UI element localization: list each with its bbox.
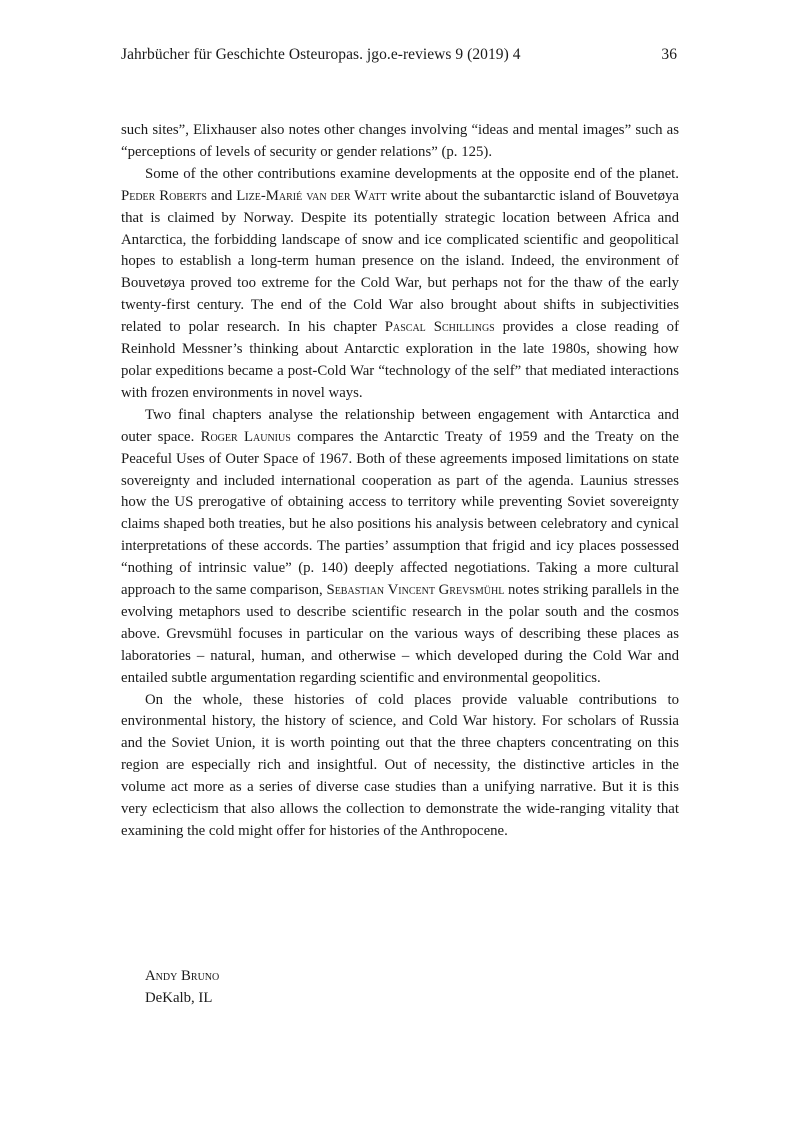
contributor-name: Roger Launius [200, 428, 291, 445]
contributor-name: Peder Roberts [121, 187, 207, 204]
running-header [121, 46, 677, 64]
journal-citation: Jahrbücher für Geschichte Osteuropas. jgo.e-reviews 9 (2019) 4 [121, 46, 521, 63]
reviewer-name: Andy Bruno [145, 968, 220, 984]
contributor-name: Lize-Marié van der Watt [236, 187, 387, 204]
review-body [121, 120, 679, 843]
paragraph-text: write about the subantarctic island of Bouvetøya that is claimed by Norway. Despite its potentially strategic location between Africa and Antarctica, the forbidding landscape of snow and ice complicated scientific and geopolitical hopes to establish a long-term human presence on the island. Indeed, the environment of Bouvetøya proved too extreme for the Cold War, but perhaps not for the thaw of the early twenty-first century. The end of the Cold War also brought about shifts in subjectivities related to polar research. In his chapter [121, 187, 679, 336]
paragraph-text: Two final chapters analyse the relationship between engagement with Antarctica and outer space. [121, 406, 679, 445]
body-paragraph [121, 690, 679, 843]
body-paragraph [121, 120, 679, 164]
body-paragraph [121, 405, 679, 690]
paragraph-text: provides a close reading of Reinhold Messner’s thinking about Antarctic exploration in the late 1980s, showing how polar expeditions became a post-Cold War “technology of the self” that mediated interactions with frozen environments in novel ways. [121, 319, 680, 401]
page-number: 36 [661, 46, 677, 63]
contributor-name: Pascal Schillings [384, 319, 495, 336]
paragraph-text: On the whole, these histories of cold places provide valuable contributions to environmental history, the history of science, and Cold War history. For scholars of Russia and the Soviet Union, it is worth pointing out that the three chapters concentrating on this region are especially rich and insightful. Out of necessity, the distinctive articles in the volume act more as a series of diverse case studies than a unifying narrative. But it is this very eclecticism that also allows the collection to demonstrate the wide-ranging vitality that examining the cold might offer for histories of the Anthropocene. [121, 691, 679, 839]
reviewer-signature [145, 966, 219, 1010]
paragraph-text: and [206, 187, 237, 204]
paragraph-text: notes striking parallels in the evolving metaphors used to describe scientific research in the polar south and the cosmos above. Grevsmühl focuses in particular on the various ways of describing these places as laboratories – natural, human, and otherwise – which developed during the Cold War and entailed subtle argumentation regarding scientific and environmental geopolitics. [121, 582, 679, 686]
contributor-name: Sebastian Vincent Grevsmühl [326, 582, 505, 599]
paragraph-text: such sites”, Elixhauser also notes other changes involving “ideas and mental images” such as “perceptions of levels of security or gender relations” (p. 125). [121, 122, 679, 160]
reviewer-location: DeKalb, IL [145, 989, 213, 1006]
paragraph-text: compares the Antarctic Treaty of 1959 and the Treaty on the Peaceful Uses of Outer Space of 1967. Both of these agreements imposed limitations on state sovereignty and included international cooperation as part of the agenda. Launius stresses how the US prerogative of obtaining access to territory while preventing Soviet sovereignty claims shaped both treaties, but he also positions his analysis between celebratory and cynical interpretations of these accords. The parties’ assumption that frigid and icy places possessed “nothing of intrinsic value” (p. 140) deeply affected negotiations. Taking a more cultural approach to the same comparison, [121, 428, 680, 599]
body-paragraph [121, 164, 679, 405]
paragraph-text: Some of the other contributions examine developments at the opposite end of the planet. [145, 165, 679, 182]
